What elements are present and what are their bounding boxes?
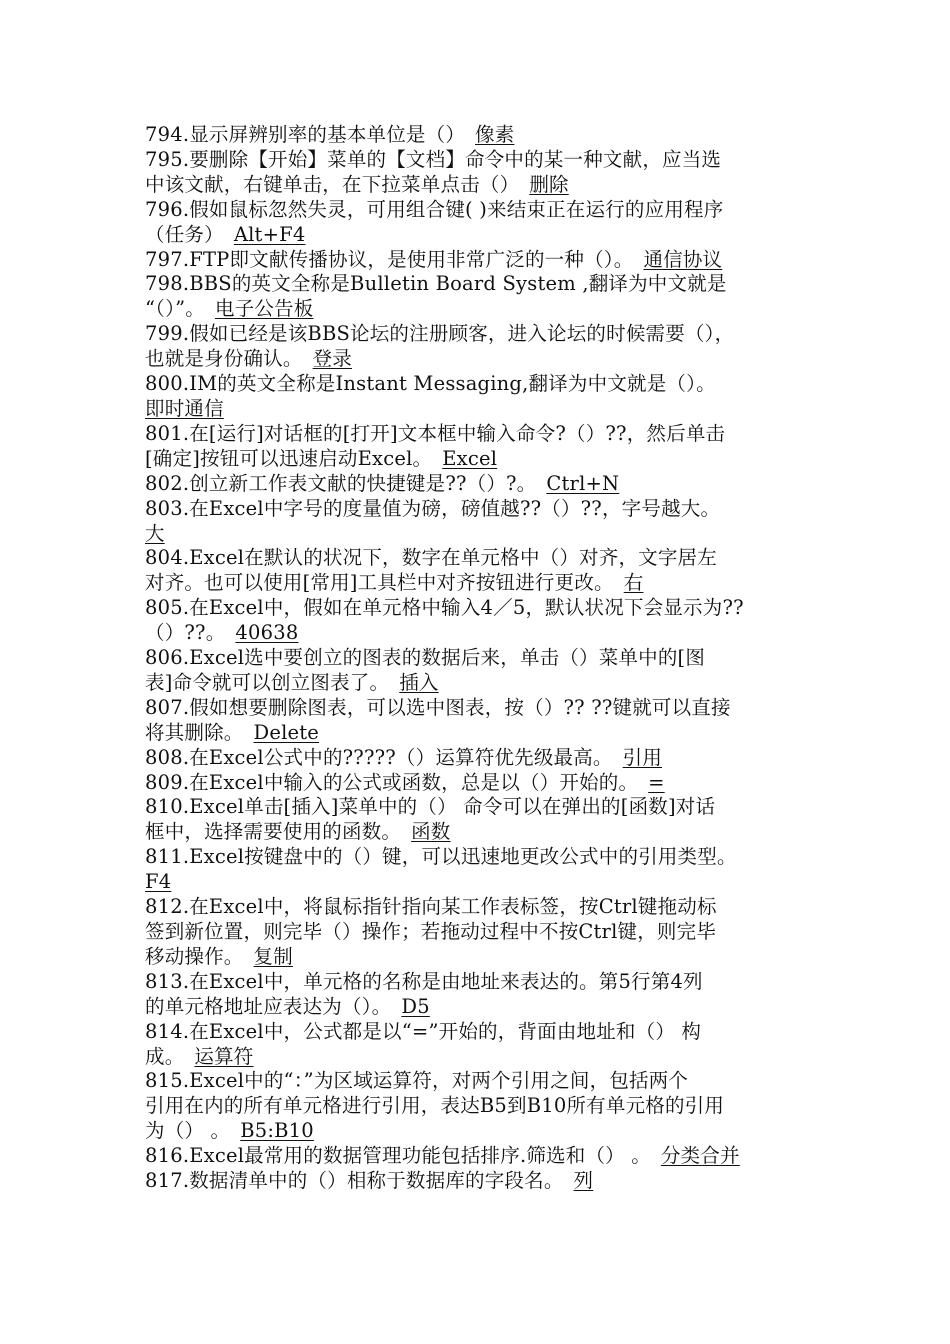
question-text: 795.要删除【开始】菜单的【文档】命令中的某一种文献，应当选 [145,147,722,171]
question-text: 797.FTP即文献传播协议，是使用非常广泛的一种（）。 [145,247,634,271]
question-text: 移动操作。 [145,944,244,968]
question-text: 799.假如已经是该BBS论坛的注册顾客，进入论坛的时候需要（）， [145,322,735,346]
question-text: 引用在内的所有单元格进行引用，表达B5到B10所有单元格的引用 [145,1094,725,1118]
question-text: 813.在Excel中，单元格的名称是由地址来表达的。第5行第4列 [145,969,703,993]
question-text: 签到新位置，则完毕（）操作；若拖动过程中不按Ctrl键，则完毕 [145,920,717,943]
question-text: 806.Excel选中要创立的图表的数据后来，单击（）菜单中的[图 [145,646,706,670]
question-text: 812.在Excel中，将鼠标指针指向某工作表标签，按Ctrl键拖动标 [145,895,717,919]
question-text: 807.假如想要删除图表，可以选中图表，按（）?? ??键就可以直接 [145,695,731,719]
answer-text: 分类合并 [660,1144,740,1168]
question-text: 802.创立新工作表文献的快捷键是??（）?。 [145,471,537,495]
question-item [145,895,815,970]
question-text: 811.Excel按键盘中的（）键，可以迅速地更改公式中的引用类型。 [145,845,737,869]
question-text: 805.在Excel中，假如在单元格中输入4／5，默认状况下会显示为?? [145,596,744,620]
question-item [145,472,815,497]
answer-text: 右 [623,571,644,595]
question-item [145,123,815,148]
answer-text: 像素 [475,123,515,146]
question-list [145,123,815,1194]
question-text: [确定]按钮可以迅速启动Excel。 [145,446,433,470]
answer-text: Alt+F4 [233,222,306,246]
question-text: 将其删除。 [145,720,244,744]
answer-text: 即时通信 [145,396,224,420]
answer-text: Ctrl+N [546,471,620,495]
answer-text: 电子公告板 [214,297,314,321]
question-text: 814.在Excel中，公式都是以“=”开始的，背面由地址和（） 构 [145,1019,702,1043]
question-item [145,795,815,845]
question-item [145,148,815,198]
answer-text: 复制 [253,944,293,968]
question-text: 800.IM的英文全称是Instant Messaging,翻译为中文就是（）。 [145,372,716,396]
question-item [145,198,815,248]
question-item [145,845,815,895]
question-text: 815.Excel中的“：”为区域运算符，对两个引用之间，包括两个 [145,1069,689,1093]
question-text: 框中，选择需要使用的函数。 [145,820,402,844]
question-text: 817.数据清单中的（）相称于数据库的字段名。 [145,1169,564,1193]
question-item [145,497,815,547]
answer-text: Excel [442,446,498,470]
answer-text: F4 [145,870,172,894]
answer-text: 引用 [622,745,663,769]
question-item [145,646,815,696]
answer-text: 通信协议 [643,247,723,271]
answer-text: Delete [253,720,320,744]
question-text: （任务） [145,222,224,246]
question-item [145,322,815,372]
question-text: 809.在Excel中输入的公式或函数，总是以（）开始的。 [145,770,639,794]
answer-text: 删除 [529,172,569,196]
question-text: 796.假如鼠标忽然失灵，可用组合键( )来结束正在运行的应用程序 [145,197,724,221]
question-text: 中该文献，右键单击，在下拉菜单点击（） [145,172,520,196]
question-item [145,1169,815,1194]
answer-text: D5 [401,994,430,1018]
question-text: 794.显示屏辨别率的基本单位是（） [145,123,466,146]
answer-text: 大 [145,521,165,545]
question-item [145,422,815,472]
question-item [145,272,815,322]
question-text: （）??。 [145,621,226,645]
question-text: 816.Excel最常用的数据管理功能包括排序.筛选和（） 。 [145,1144,651,1168]
question-item [145,1144,815,1169]
question-text: 803.在Excel中字号的度量值为磅，磅值越??（）??，字号越大。 [145,496,721,520]
answer-text: 函数 [411,820,451,844]
question-item [145,771,815,796]
question-item [145,248,815,273]
question-text: 也就是身份确认。 [145,347,303,371]
answer-text: 运算符 [194,1044,254,1068]
question-text: 成。 [145,1044,185,1068]
question-item [145,546,815,596]
question-text: 为（） 。 [145,1119,231,1143]
question-text: 808.在Excel公式中的?????（）运算符优先级最高。 [145,745,613,769]
question-item [145,1069,815,1144]
answer-text: 列 [573,1169,594,1193]
question-text: 801.在[运行]对话框的[打开]文本框中输入命令?（）??，然后单击 [145,421,726,445]
answer-text: 插入 [399,670,439,694]
question-item [145,372,815,422]
question-text: 的单元格地址应表达为（）。 [145,994,392,1018]
answer-text: = [648,770,665,794]
question-item [145,696,815,746]
question-text: 对齐。也可以使用[常用]工具栏中对齐按钮进行更改。 [145,571,614,595]
question-text: 表]命令就可以创立图表了。 [145,670,390,694]
question-item [145,1020,815,1070]
question-item [145,970,815,1020]
question-item [145,746,815,771]
answer-text: B5:B10 [240,1119,314,1143]
question-item [145,596,815,646]
question-text: 804.Excel在默认的状况下，数字在单元格中（）对齐，文字居左 [145,546,717,570]
question-text: 798.BBS的英文全称是Bulletin Board System ,翻译为中文就是 [145,272,727,296]
question-text: 810.Excel单击[插入]菜单中的（） 命令可以在弹出的[函数]对话 [145,795,716,819]
answer-text: 40638 [235,621,299,645]
question-text: “（）”。 [145,297,205,321]
answer-text: 登录 [312,347,353,371]
